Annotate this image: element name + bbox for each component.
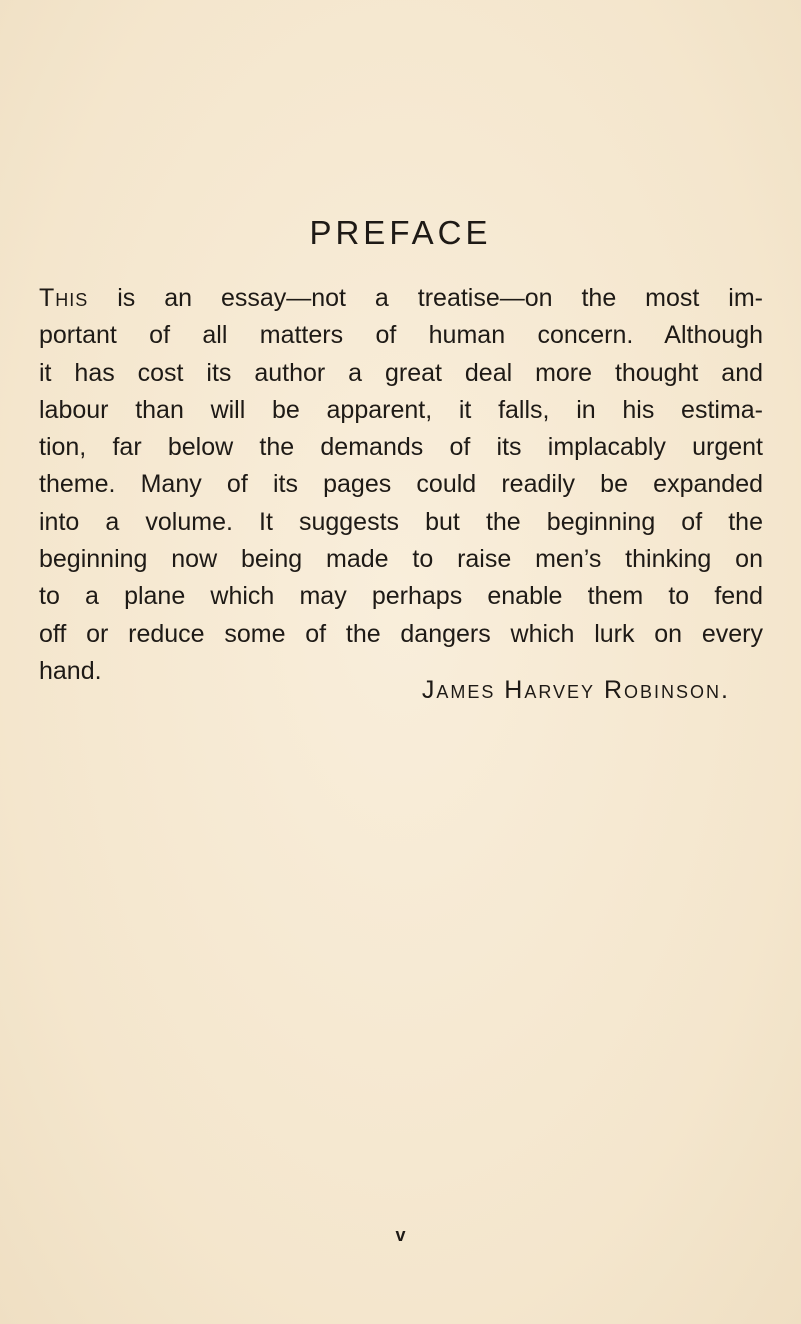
text-line bbox=[39, 280, 763, 317]
text-line: tion, far below the demands of its implacably urgent bbox=[39, 433, 763, 462]
text-line: theme. Many of its pages could readily be expanded bbox=[39, 470, 763, 499]
text-line: labour than will be apparent, it falls, in his estima- bbox=[39, 395, 763, 424]
text-line: beginning now being made to raise men’s thinking on bbox=[39, 545, 763, 574]
lead-word: This bbox=[39, 284, 89, 312]
preface-paragraph bbox=[39, 280, 763, 690]
page-title: PREFACE bbox=[309, 214, 492, 251]
line-text: is an essay—not a treatise—on the most im- bbox=[88, 284, 763, 312]
author-signature: James Harvey Robinson. bbox=[421, 676, 730, 704]
text-line: off or reduce some of the dangers which lurk on every bbox=[39, 619, 763, 648]
text-line: portant of all matters of human concern. Although bbox=[39, 321, 763, 350]
text-line: it has cost its author a great deal more thought and bbox=[39, 358, 763, 387]
page-number: v bbox=[395, 1225, 406, 1245]
text-line: to a plane which may perhaps enable them to fend bbox=[39, 582, 763, 611]
text-line: hand. bbox=[39, 656, 102, 685]
text-line: into a volume. It suggests but the beginning of the bbox=[39, 507, 763, 536]
